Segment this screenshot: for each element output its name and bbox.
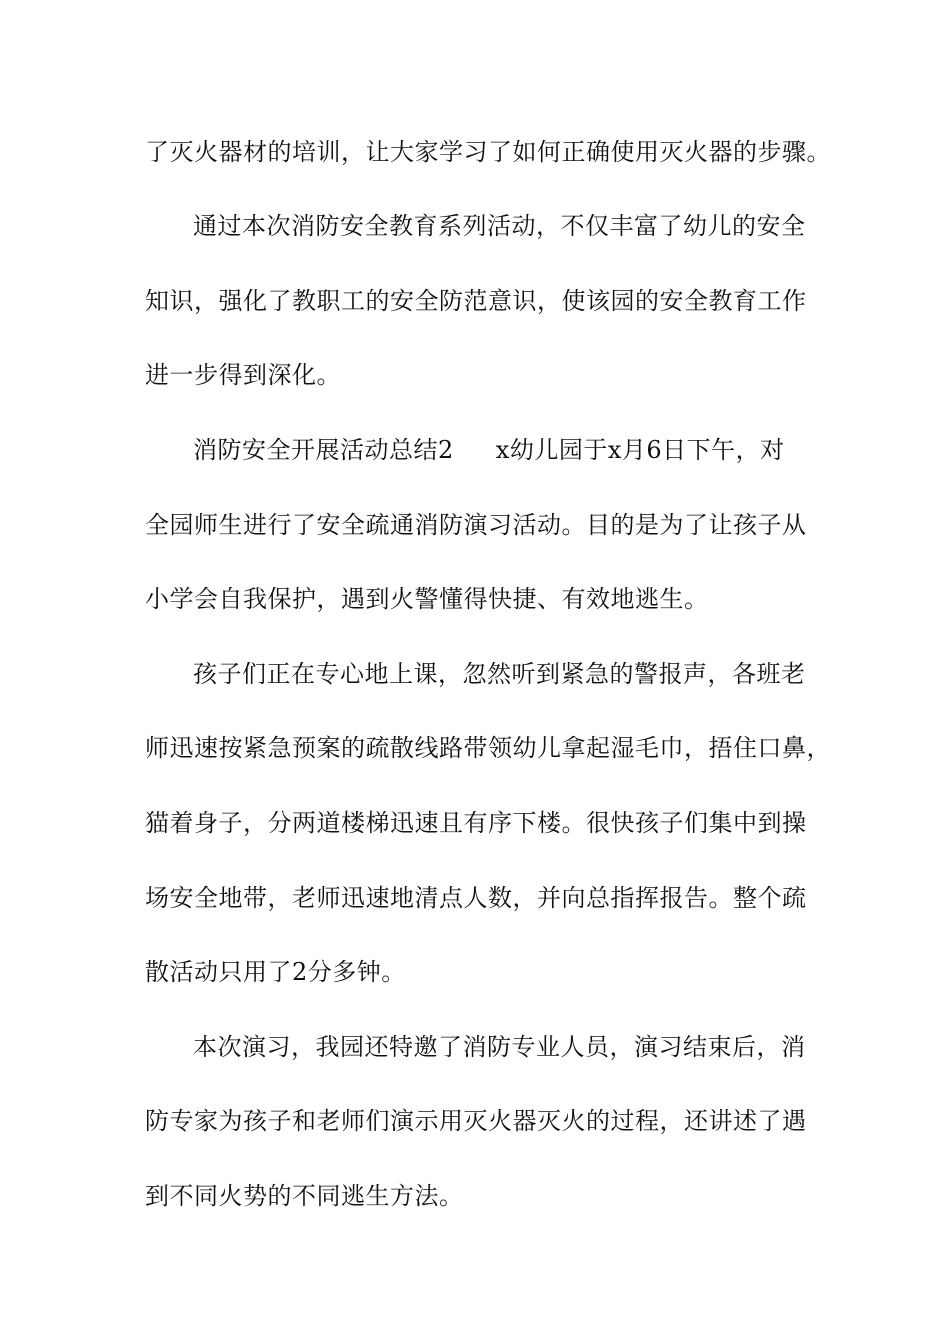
section-title: 消防安全开展活动总结2 <box>193 436 454 464</box>
text-line: 小学会自我保护，遇到火警懂得快捷、有效地逃生。 <box>145 585 709 613</box>
text-line: 场安全地带，老师迅速地清点人数，并向总指挥报告。整个疏 <box>145 884 807 912</box>
paragraph-start-line: 本次演习，我园还特邀了消防专业人员，演习结束后，消 <box>193 1033 806 1061</box>
text-line: 全园师生进行了安全疏通消防演习活动。目的是为了让孩子从 <box>145 511 807 539</box>
text-line: 进一步得到深化。 <box>145 361 341 389</box>
section-heading-line <box>193 430 893 470</box>
text-line: 知识，强化了教职工的安全防范意识，使该园的安全教育工作 <box>145 287 807 315</box>
text-line: 了灭火器材的培训，让大家学习了如何正确使用灭火器的步骤。 <box>145 138 831 166</box>
text-line: 猫着身子，分两道楼梯迅速且有序下楼。很快孩子们集中到操 <box>145 809 807 837</box>
text-line: 师迅速按紧急预案的疏散线路带领幼儿拿起湿毛巾，捂住口鼻， <box>145 734 831 762</box>
paragraph-start-line: 孩子们正在专心地上课，忽然听到紧急的警报声，各班老 <box>193 660 806 688</box>
paragraph-start-line: 通过本次消防安全教育系列活动，不仅丰富了幼儿的安全 <box>193 212 806 240</box>
text-line: 防专家为孩子和老师们演示用灭火器灭火的过程，还讲述了遇 <box>145 1107 807 1135</box>
text-segment: x幼儿园于x月6日下午，对 <box>495 436 785 464</box>
text-line: 到不同火势的不同逃生方法。 <box>145 1182 464 1210</box>
text-line: 散活动只用了2分多钟。 <box>145 958 406 986</box>
